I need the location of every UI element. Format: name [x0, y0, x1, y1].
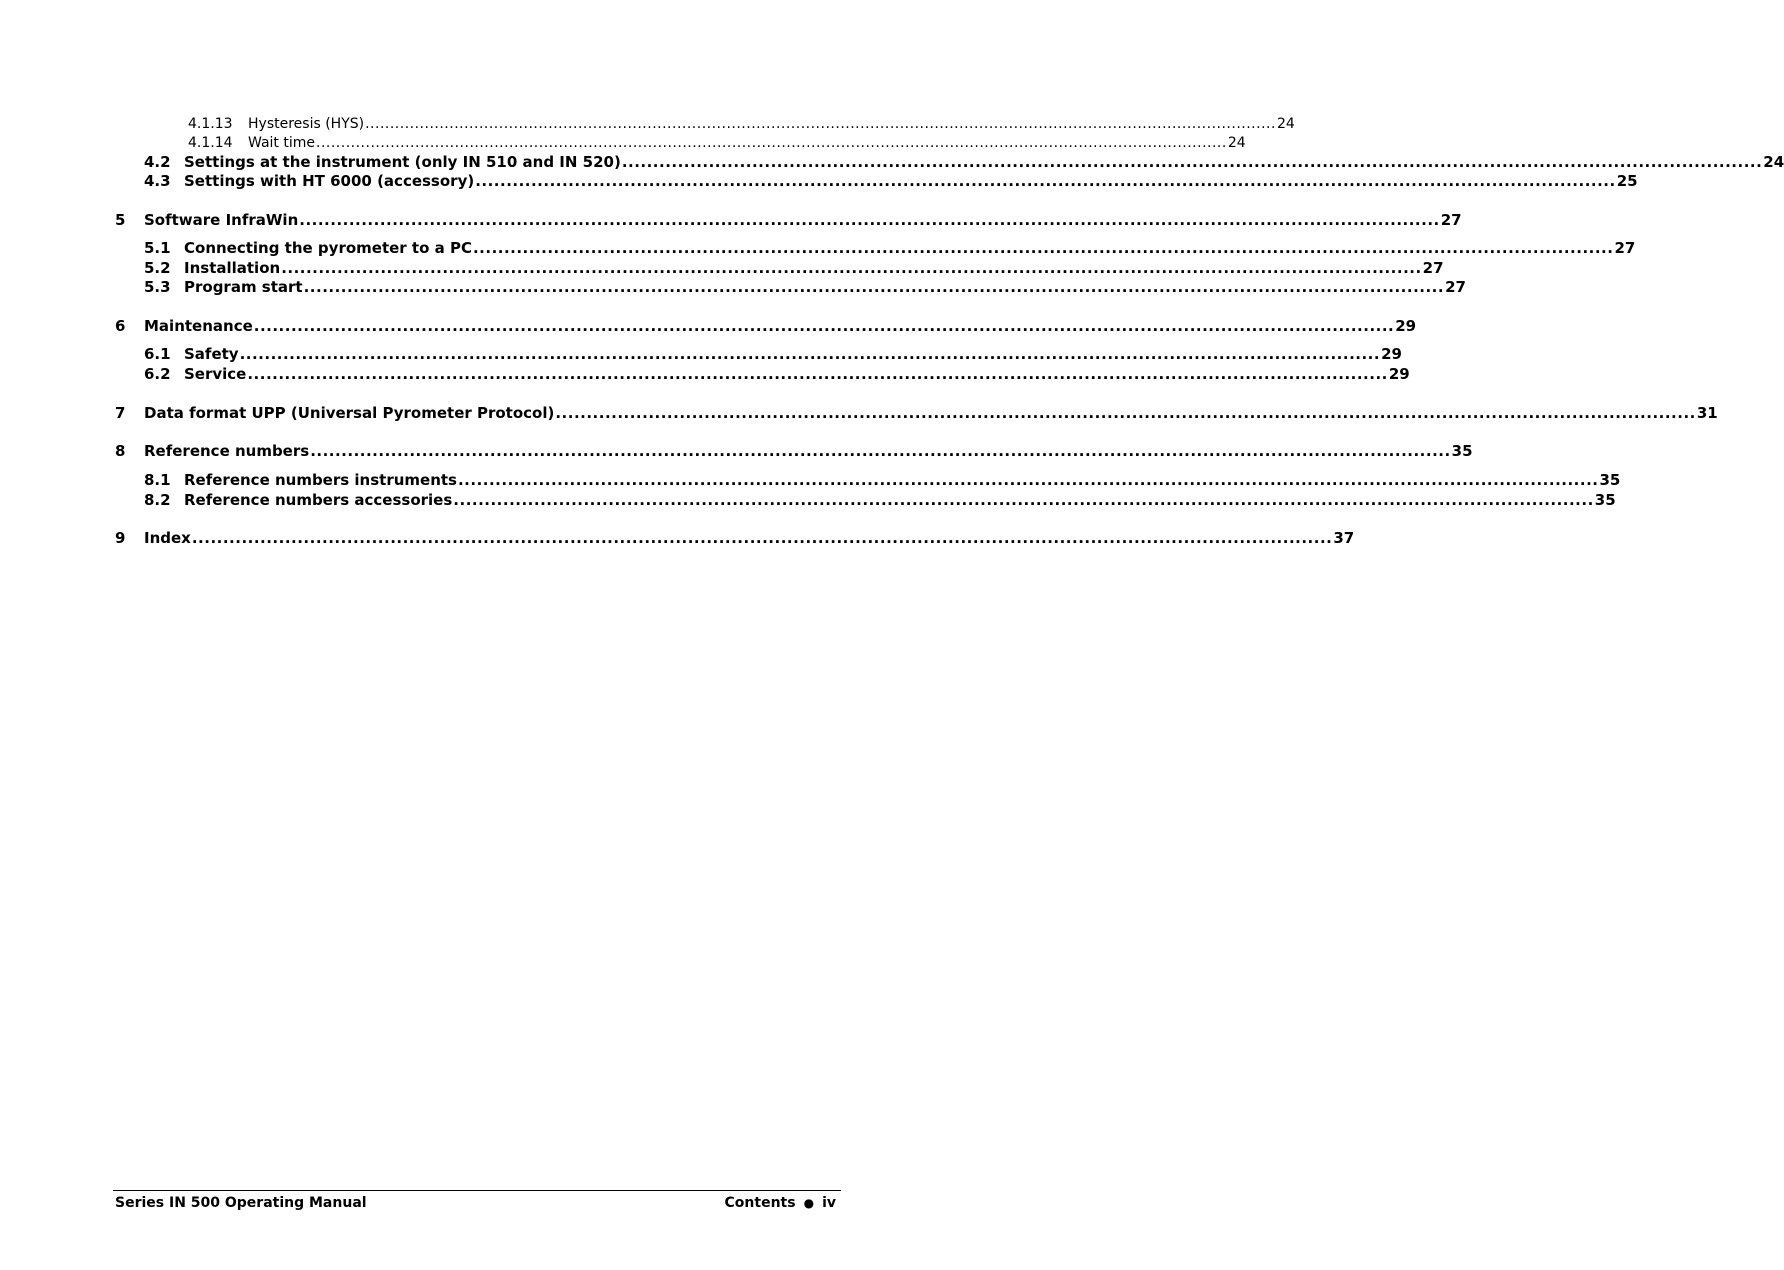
toc-entry-title: Maintenance: [144, 317, 253, 335]
toc-entry-number: 6: [115, 317, 126, 335]
toc-entry-page: 35: [1451, 442, 1473, 460]
toc-entry[interactable]: [115, 529, 1355, 547]
toc-entry-page: 27: [1440, 211, 1462, 229]
toc-entry-page: 27: [1445, 278, 1466, 296]
toc-entry-number: 8.2: [144, 491, 171, 509]
toc-entry-page: 29: [1395, 317, 1417, 335]
dot-leader: ........................................................................................................................................................................................: [475, 172, 1616, 190]
toc-entry[interactable]: [144, 345, 1402, 363]
toc-entry[interactable]: [115, 442, 1473, 460]
toc-entry-page: 35: [1599, 471, 1621, 489]
toc-entry-page: 25: [1616, 172, 1638, 190]
toc-entry-title: Connecting the pyrometer to a PC: [184, 239, 472, 257]
toc-entry-page: 27: [1422, 259, 1444, 277]
footer-page-info: [725, 1195, 836, 1211]
toc-entry-title: Safety: [184, 345, 239, 363]
toc-entry-title: Program start: [184, 278, 303, 296]
toc-entry[interactable]: [115, 404, 1718, 422]
dot-leader: ........................................................................................................................................................................................: [281, 259, 1422, 277]
dot-leader: ........................................................................................................................................................................................: [457, 471, 1599, 489]
dot-leader: ........................................................................................................................................................................................: [247, 365, 1388, 383]
toc-entry-number: 8.1: [144, 471, 171, 489]
toc-entry-title: Service: [184, 365, 247, 383]
toc-entry[interactable]: [144, 239, 1636, 257]
toc-entry-page: 24: [1227, 135, 1246, 151]
toc-entry[interactable]: [144, 491, 1616, 509]
toc-entry-page: 35: [1594, 491, 1616, 509]
toc-entry-number: 9: [115, 529, 126, 547]
toc-entry-title: Settings at the instrument (only IN 510 and IN 520): [184, 153, 621, 171]
toc-entry-title: Reference numbers: [144, 442, 310, 460]
dot-leader: ........................................................................................................................................................................................: [453, 491, 1594, 509]
toc-entry-title: Reference numbers accessories: [184, 491, 453, 509]
dot-leader: ........................................................................................................................................................................................: [310, 442, 1451, 460]
toc-entry-title: Software InfraWin: [144, 211, 299, 229]
toc-entry-title: Index: [144, 529, 191, 547]
toc-entry-number: 4.2: [144, 153, 171, 171]
toc-entry[interactable]: [144, 153, 1784, 171]
toc-entry-title: Reference numbers instruments: [184, 471, 457, 489]
footer-divider: [113, 1190, 841, 1191]
toc-entry-number: 4.1.13: [188, 116, 233, 132]
toc-entry[interactable]: [144, 278, 1466, 296]
toc-entry-page: 27: [1614, 239, 1636, 257]
toc-entry-number: 5.1: [144, 239, 171, 257]
toc-entry-page: 37: [1333, 529, 1355, 547]
dot-leader: ........................................................................................................................................................................................: [316, 135, 1227, 151]
toc-entry[interactable]: [144, 365, 1410, 383]
footer-page-number: iv: [822, 1195, 836, 1211]
dot-leader: ........................................................................................................................................................................................: [239, 345, 1381, 363]
footer-section: Contents: [724, 1195, 796, 1211]
toc-entry-number: 6.2: [144, 365, 171, 383]
toc-entry-title: Hysteresis (HYS): [248, 116, 365, 132]
dot-leader: ........................................................................................................................................................................................: [253, 317, 1395, 335]
dot-leader: ........................................................................................................................................................................................: [191, 529, 1333, 547]
dot-leader: ........................................................................................................................................................................................: [303, 278, 1445, 296]
toc-entry-number: 5.2: [144, 259, 171, 277]
toc-entry[interactable]: [144, 471, 1621, 489]
toc-entry-number: 4.1.14: [188, 135, 233, 151]
dot-leader: ........................................................................................................................................................................................: [555, 404, 1696, 422]
toc-entry[interactable]: [115, 317, 1417, 335]
toc-entry-number: 6.1: [144, 345, 171, 363]
toc-entry-number: 8: [115, 442, 126, 460]
toc-entry-number: 5.3: [144, 278, 171, 296]
toc-entry-title: Wait time: [248, 135, 315, 151]
dot-leader: ........................................................................................................................................................................................: [365, 116, 1276, 132]
bullet-separator: ●: [803, 1196, 815, 1210]
toc-entry-title: Settings with HT 6000 (accessory): [184, 172, 475, 190]
toc-entry-page: 29: [1381, 345, 1402, 363]
toc-entry-page: 29: [1388, 365, 1410, 383]
dot-leader: ........................................................................................................................................................................................: [299, 211, 1440, 229]
toc-entry[interactable]: [188, 116, 1295, 132]
toc-entry[interactable]: [144, 259, 1444, 277]
toc-entry-number: 7: [115, 404, 126, 422]
toc-entry-number: 5: [115, 211, 126, 229]
toc-entry-page: 31: [1696, 404, 1718, 422]
toc-entry[interactable]: [115, 211, 1462, 229]
toc-entry-title: Data format UPP (Universal Pyrometer Protocol): [144, 404, 555, 422]
toc-entry[interactable]: [188, 135, 1246, 151]
dot-leader: ........................................................................................................................................................................................: [472, 239, 1614, 257]
toc-entry[interactable]: [144, 172, 1638, 190]
toc-entry-page: 24: [1763, 153, 1784, 171]
toc-entry-title: Installation: [184, 259, 281, 277]
dot-leader: ........................................................................................................................................................................................: [621, 153, 1763, 171]
toc-entry-number: 4.3: [144, 172, 171, 190]
footer-document-title: Series IN 500 Operating Manual: [115, 1195, 367, 1211]
toc-entry-page: 24: [1276, 116, 1295, 132]
